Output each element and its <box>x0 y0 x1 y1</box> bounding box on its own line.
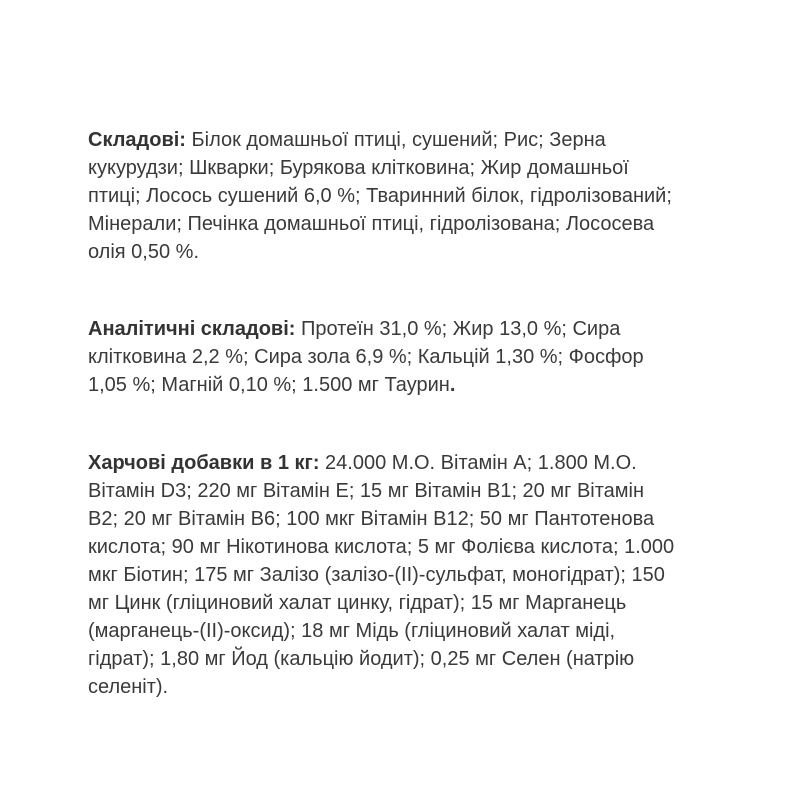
analytical-label: Аналітичні складові: <box>88 318 296 340</box>
additives-section <box>88 449 728 701</box>
analytical-section <box>88 315 728 399</box>
analytical-text: Протеїн 31,0 %; Жир 13,0 %; Сира клітковина 2,2 %; Сира зола 6,9 %; Кальцій 1,30 %; Фосфор 1,05 %; Магній 0,10 %; 1.500 мг Таурин <box>88 318 644 396</box>
additives-label: Харчові добавки в 1 кг: <box>88 452 320 474</box>
ingredients-text: Білок домашньої птиці, сушений; Рис; Зерна кукурудзи; Шкварки; Бурякова клітковина; Жир домашньої птиці; Лосось сушений 6,0 %; Тваринний білок, гідролізований; Мінерали; Печінка домашньої птиці, гідролізована; Лососева олія 0,50 %. <box>88 129 672 263</box>
ingredients-section <box>88 126 728 266</box>
analytical-tail: . <box>449 374 456 396</box>
additives-text: 24.000 М.О. Вітамін А; 1.800 М.О. Вітамін D3; 220 мг Вітамін Е; 15 мг Вітамін В1; 20 мг Вітамін В2; 20 мг Вітамін В6; 100 мкг Вітамін В12; 50 мг Пантотенова кислота; 90 мг Нікотинова кислота; 5 мг Фолієва кислота; 1.000 мкг Біотин; 175 мг Залізо (залізо-(II)-сульфат, моногідрат); 150 мг Цинк (гліциновий халат цинку, гідрат); 15 мг Марганець (марганець-(II)-оксид); 18 мг Мідь (гліциновий халат міді, гідрат); 1,80 мг Йод (кальцію йодит); 0,25 мг Селен (натрію селеніт). <box>88 452 675 698</box>
ingredients-label: Складові: <box>88 129 186 151</box>
